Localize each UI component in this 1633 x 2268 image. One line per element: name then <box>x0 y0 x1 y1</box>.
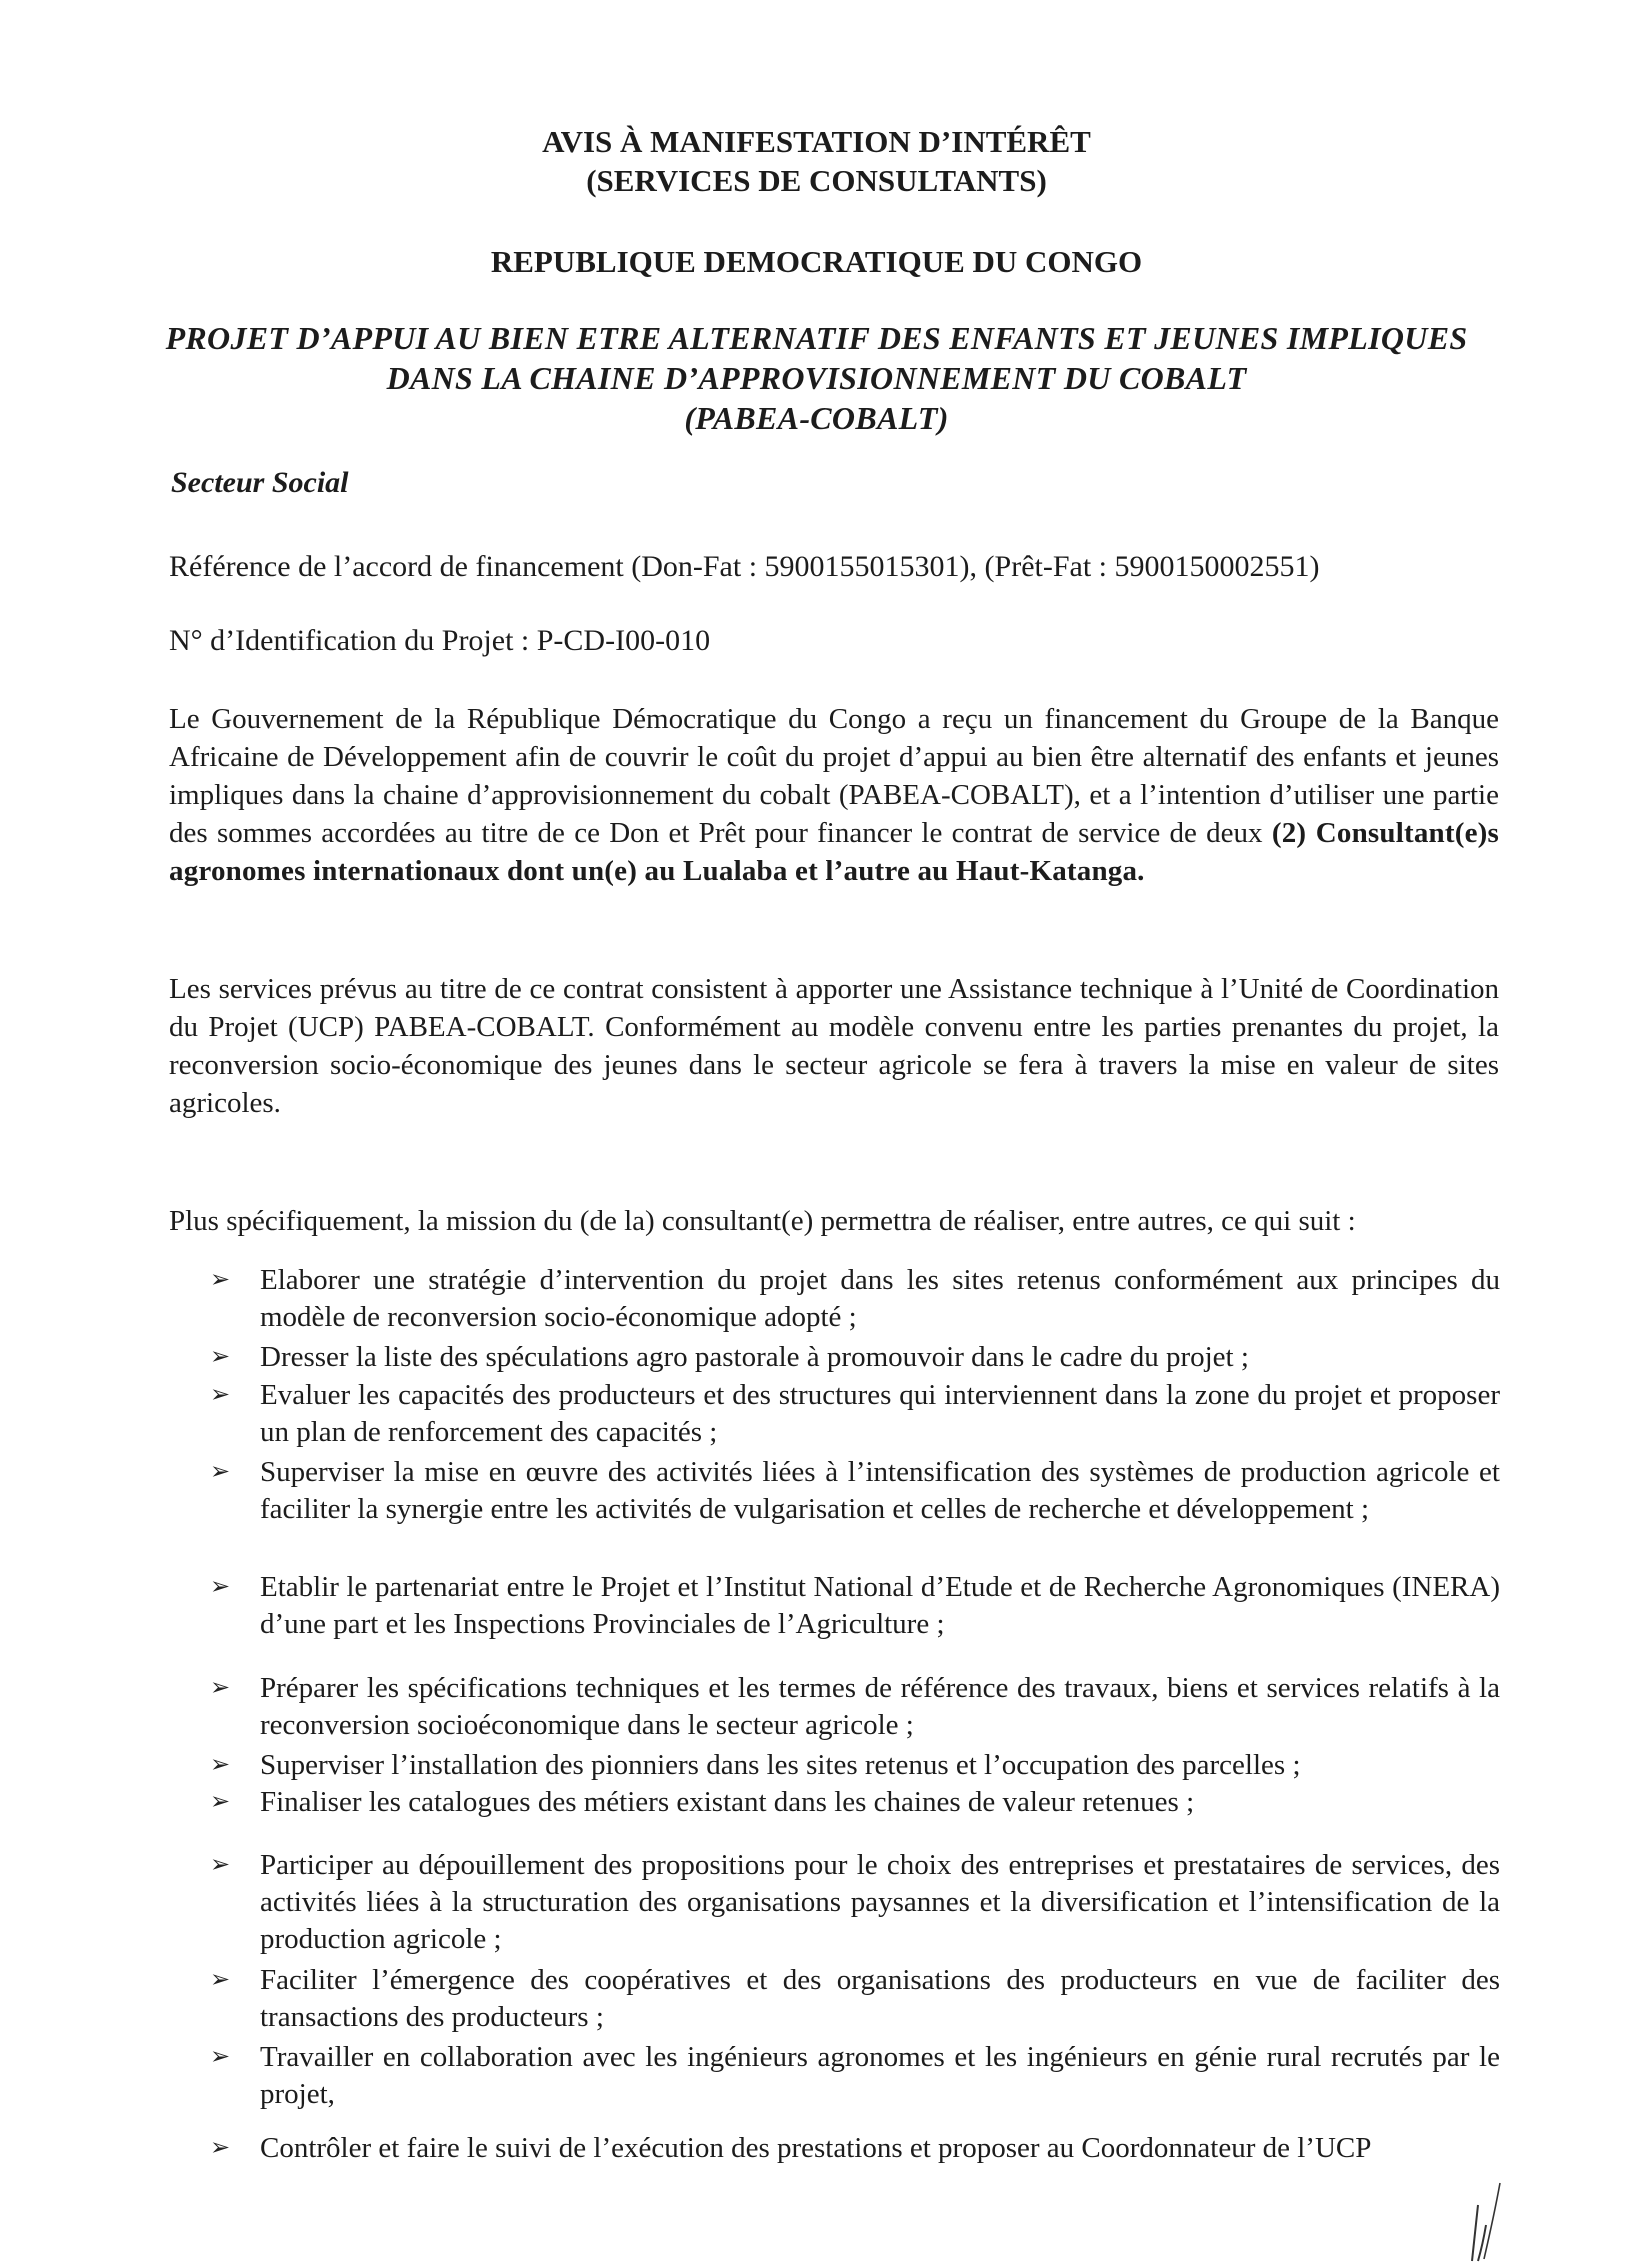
document-page: AVIS À MANIFESTATION D’INTÉRÊT (SERVICES DE CONSULTANTS) REPUBLIQUE DEMOCRATIQUE DU CONGO PROJET D’APPUI AU BIEN ETRE ALTERNATIF DES ENFANTS ET JEUNES IMPLIQUES DANS LA CHAINE D’APPROVISIONNEMENT DU COBALT (PABEA-COBALT) Secteur Social Référence de l’accord de financement (Don-Fat : 5900155015301), (Prêt-Fat : 5900150002551) N° d’Identification du Projet : P-CD-I00-010 Le Gouvernement de la République Démocratique du Congo a reçu un financement du Groupe de la Banque Africaine de Développement afin de couvrir le coût du projet d’appui au bien être alternatif des enfants et jeunes impliques dans la chaine d’approvisionnement du cobalt (PABEA-COBALT), et a l’intention d’utiliser une partie des sommes accordées au titre de ce Don et Prêt pour financer le contrat de service de deux (2) Consultant(e)s agronomes internationaux dont un(e) au Lualaba et l’autre au Haut-Katanga. Les services prévus au titre de ce contrat consistent à apporter une Assistance technique à l’Unité de Coordination du Projet (UCP) PABEA-COBALT. Conformément au modèle convenu entre les parties prenantes du projet, la reconversion socio-économique des jeunes dans le secteur agricole se fera à travers la mise en valeur de sites agricoles. Plus spécifiquement, la mission du (de la) consultant(e) permettra de réaliser, entre autres, ce qui suit : ➢ Elaborer une stratégie d’intervention du projet dans les sites retenus conformément aux principes du modèle de reconversion socio-économique adopté ; ➢ Dresser la liste des spéculations agro pastorale à promouvoir dans le cadre du projet ; ➢ Evaluer les capacités des producteurs et des structures qui interviennent dans la zone du projet et proposer un plan de renforcement des capacités ; ➢ Superviser la mise en œuvre des activités liées à l’intensification des systèmes de production agricole et faciliter la synergie entre les activités de vulgarisation et celles de recherche et développement ; ➢ Etablir le partenariat entre le Projet et l’Institut National d’Etude et de Recherche Agronomiques (INERA) d’une part et les Inspections Provinciales de l’Agriculture ; ➢ Préparer les spécifications techniques et les termes de référence des travaux, biens et services relatifs à la reconversion socioéconomique dans le secteur agricole ; ➢ Superviser l’installation des pionniers dans les sites retenus et l’occupation des parcelles ; ➢ Finaliser les catalogues des métiers existant dans les chaines de valeur retenues ; ➢ Participer au dépouillement des propositions pour le choix des entreprises et prestataires de services, des activités liées à la structuration des organisations paysannes et la diversification et l’intensification de la production agricole ; ➢ Faciliter l’émergence des coopératives et des organisations des producteurs en vue de faciliter des transactions des producteurs ; ➢ Travailler en collaboration avec les ingénieurs agronomes et les ingénieurs en génie rural recrutés par le projet, ➢ Contrôler et faire le suivi de l’exécution des prestations et proposer au Coordonnateur de l’UCP <box>0 0 1633 2268</box>
notice-subtitle: (SERVICES DE CONSULTANTS) <box>586 163 1047 198</box>
arrow-bullet-icon: ➢ <box>210 1789 231 1815</box>
financing-reference: Référence de l’accord de financement (Don-Fat : 5900155015301), (Prêt-Fat : 5900150002551) <box>169 550 1320 583</box>
project-acronym: (PABEA-COBALT) <box>684 400 949 436</box>
arrow-bullet-icon: ➢ <box>210 1344 231 1370</box>
services-paragraph: Les services prévus au titre de ce contrat consistent à apporter une Assistance technique à l’Unité de Coordination du Projet (UCP) PABEA-COBALT. Conformément au modèle convenu entre les parties prenantes du projet, la reconversion socio-économique des jeunes dans le secteur agricole se fera à travers la mise en valeur de sites agricoles. <box>169 973 1499 1119</box>
initials-signature <box>1460 2175 1530 2265</box>
arrow-bullet-icon: ➢ <box>210 1459 231 1485</box>
arrow-bullet-icon: ➢ <box>210 1852 231 1878</box>
arrow-bullet-icon: ➢ <box>210 1967 231 1993</box>
mission-intro: Plus spécifiquement, la mission du (de la) consultant(e) permettra de réaliser, entre autres, ce qui suit : <box>169 1205 1356 1237</box>
arrow-bullet-icon: ➢ <box>210 1574 231 1600</box>
project-title-line1: PROJET D’APPUI AU BIEN ETRE ALTERNATIF DES ENFANTS ET JEUNES IMPLIQUES <box>165 320 1468 356</box>
arrow-bullet-icon: ➢ <box>210 1382 231 1408</box>
arrow-bullet-icon: ➢ <box>210 2044 231 2070</box>
project-title-line2: DANS LA CHAINE D’APPROVISIONNEMENT DU COBALT <box>386 360 1247 396</box>
consultant-count-highlight: (2) Consultant(e)s agronomes internationaux dont un(e) au Lualaba et l’autre au Haut-Katanga. <box>169 817 1500 887</box>
country-heading: REPUBLIQUE DEMOCRATIQUE DU CONGO <box>490 244 1143 279</box>
arrow-bullet-icon: ➢ <box>210 1675 231 1701</box>
funding-paragraph-text: Le Gouvernement de la République Démocratique du Congo a reçu un financement du Groupe de la Banque Africaine de Développement afin de couvrir le coût du projet d’appui au bien être alternatif des enfants et jeunes impliques dans la chaine d’approvisionnement du cobalt (PABEA-COBALT), et a l’intention d’utiliser une partie des sommes accordées au titre de ce Don et Prêt pour financer le contrat de service de deux <box>169 703 1499 849</box>
notice-title: AVIS À MANIFESTATION D’INTÉRÊT <box>542 124 1091 159</box>
arrow-bullet-icon: ➢ <box>210 2135 231 2161</box>
sector-label: Secteur Social <box>171 466 349 499</box>
project-identification: N° d’Identification du Projet : P-CD-I00-010 <box>169 624 711 657</box>
arrow-bullet-icon: ➢ <box>210 1267 231 1293</box>
arrow-bullet-icon: ➢ <box>210 1752 231 1778</box>
funding-paragraph <box>169 700 1499 890</box>
